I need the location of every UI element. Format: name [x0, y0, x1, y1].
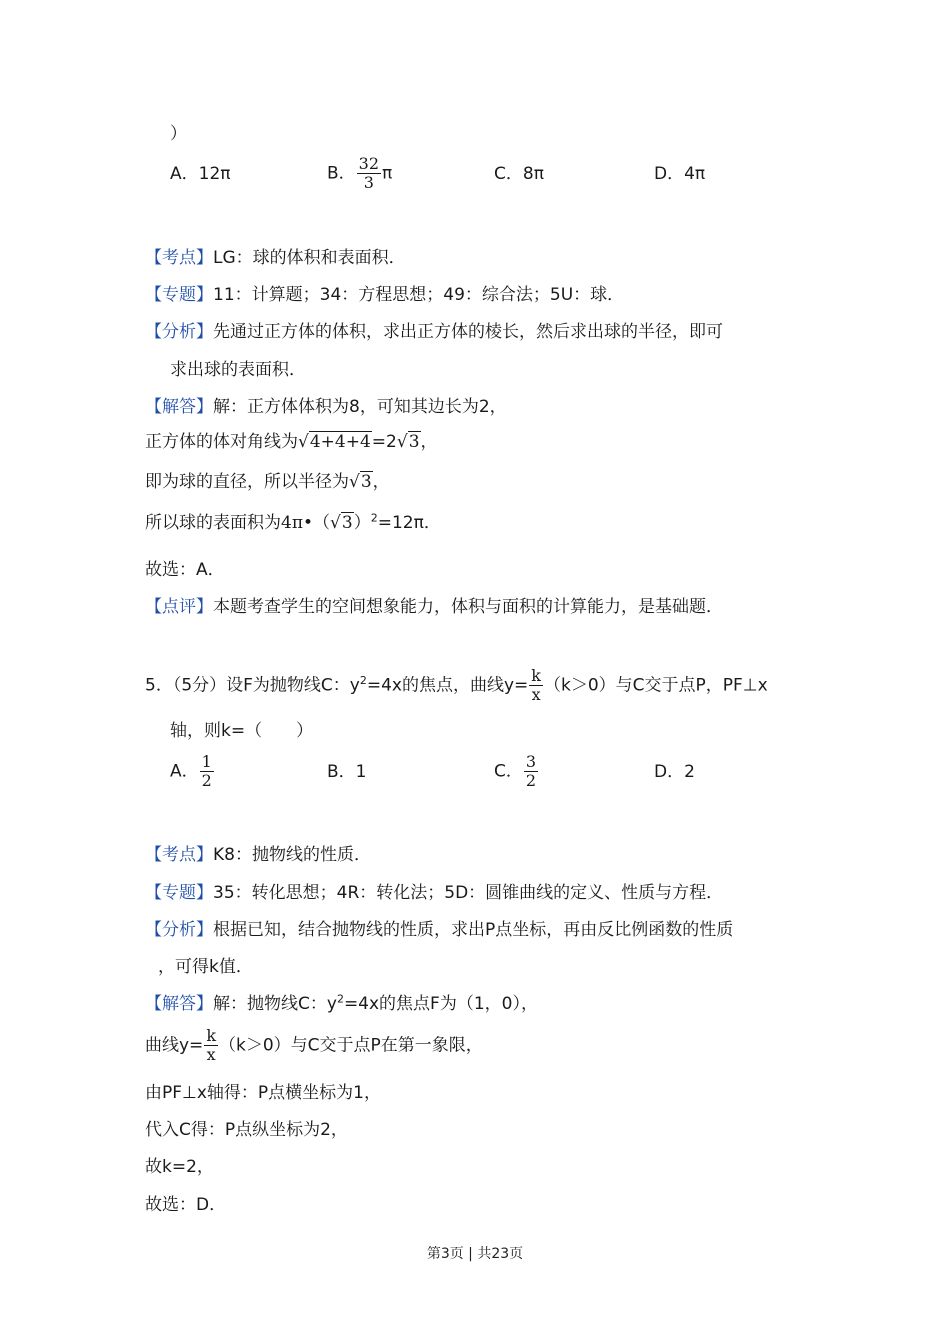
option-text: 4π — [684, 164, 706, 184]
kaodian-text: LG：球的体积和表面积． — [213, 248, 406, 268]
option-letter: B． — [327, 762, 356, 782]
q5-solution-line3: 由PF⊥x轴得：P点横坐标为1， — [145, 1083, 381, 1103]
option-text: 1 — [355, 762, 367, 782]
option-text: 8π — [522, 164, 544, 184]
option-letter: A． — [170, 761, 199, 782]
zhuanti-tag: 【专题】 — [145, 285, 213, 305]
fenxi-tag: 【分析】 — [145, 920, 213, 940]
q5-option-b — [327, 764, 367, 781]
solution-fraction: $\frac{k}{x}$ — [206, 1026, 217, 1064]
sqrt-expression: √3 — [349, 472, 372, 492]
q4-option-b — [327, 156, 392, 191]
zhuanti-text: 35：转化思想；4R：转化法；5D：圆锥曲线的定义、性质与方程． — [213, 883, 724, 903]
q4-fenxi — [145, 324, 723, 341]
dianping-text: 本题考查学生的空间想象能力，体积与面积的计算能力，是基础题． — [213, 597, 723, 617]
q4-option-c — [494, 166, 544, 183]
q5-stem-line2: 轴，则k=（ ） — [170, 721, 314, 741]
q4-jieda — [145, 399, 507, 416]
zhuanti-tag: 【专题】 — [145, 883, 213, 903]
sqrt-expression: √4+4+4 — [298, 432, 371, 452]
q4-zhuanti — [145, 287, 624, 304]
q5-fenxi-cont: ，可得k值． — [158, 957, 253, 977]
option-letter: C． — [494, 164, 523, 184]
dianping-tag: 【点评】 — [145, 597, 213, 617]
q5-stem-line1: 5．（5分）设F为抛物线C：$y^2=4x$的焦点，曲线y= $\frac{k}{x}$ （k＞0）与C交于点P，PF⊥x — [145, 666, 768, 704]
jieda-text: 解：正方体体积为8，可知其边长为2， — [213, 397, 507, 417]
option-fraction: $\frac{32}{3}$ — [358, 154, 380, 192]
q5-answer: 故选：D． — [145, 1195, 227, 1215]
q5-zhuanti — [145, 885, 723, 902]
q4-solution-line2: 正方体的体对角线为√4+4+4=2√3， — [145, 432, 438, 452]
option-letter: B． — [327, 163, 356, 184]
option-letter: C． — [494, 761, 523, 782]
option-fraction: $\frac{3}{2}$ — [525, 752, 537, 790]
option-text: 2 — [684, 762, 695, 782]
fenxi-text: 先通过正方体的体积，求出正方体的棱长，然后求出球的半径，即可 — [213, 322, 723, 342]
jieda-tag: 【解答】 — [145, 397, 213, 417]
q5-option-a — [170, 754, 215, 789]
q5-fenxi — [145, 922, 733, 939]
kaodian-text: K8：抛物线的性质． — [213, 845, 371, 865]
q5-option-d — [654, 764, 695, 781]
q5-solution-line2: 曲线y= $\frac{k}{x}$ （k＞0）与C交于点P在第一象限， — [145, 1026, 483, 1064]
page-footer: 第3页 | 共23页 — [426, 1246, 524, 1262]
option-letter: A． — [170, 164, 199, 184]
q5-jieda: 【解答】解：抛物线C：$y^2=4x$的焦点F为（1，0）， — [145, 992, 538, 1014]
jieda-tag: 【解答】 — [145, 994, 213, 1014]
q4-solution-line3: 即为球的直径，所以半径为√3， — [145, 472, 390, 492]
kaodian-tag: 【考点】 — [145, 845, 213, 865]
q5-solution-line5: 故k=2， — [145, 1157, 214, 1177]
stem-fraction: $\frac{k}{x}$ — [531, 666, 541, 704]
option-letter: D． — [654, 164, 685, 184]
option-text: 12π — [198, 164, 231, 184]
option-fraction: $\frac{1}{2}$ — [201, 752, 212, 790]
sqrt-expression: √3 — [330, 513, 353, 533]
q4-option-a — [170, 166, 231, 183]
sqrt-expression: √3 — [396, 432, 420, 452]
q4-answer: 故选：A． — [145, 560, 225, 580]
q5-option-c — [494, 754, 539, 789]
kaodian-tag: 【考点】 — [145, 248, 213, 268]
q4-option-d — [654, 166, 705, 183]
fenxi-text: 根据已知，结合抛物线的性质，求出P点坐标，再由反比例函数的性质 — [213, 920, 734, 940]
option-letter: D． — [654, 762, 685, 782]
q5-solution-line4: 代入C得：P点纵坐标为2， — [145, 1120, 348, 1140]
q4-closing-paren: ） — [170, 124, 187, 144]
option-suffix: π — [382, 163, 393, 184]
q5-kaodian — [145, 847, 371, 864]
q4-kaodian — [145, 250, 406, 267]
zhuanti-text: 11：计算题；34：方程思想；49：综合法；5U：球． — [213, 285, 625, 305]
q4-dianping — [145, 599, 723, 616]
q4-fenxi-cont: 求出球的表面积． — [170, 360, 306, 380]
fenxi-tag: 【分析】 — [145, 322, 213, 342]
q4-solution-line4: 所以球的表面积为$4\pi•(√3)^2=12\pi$． — [145, 511, 441, 533]
